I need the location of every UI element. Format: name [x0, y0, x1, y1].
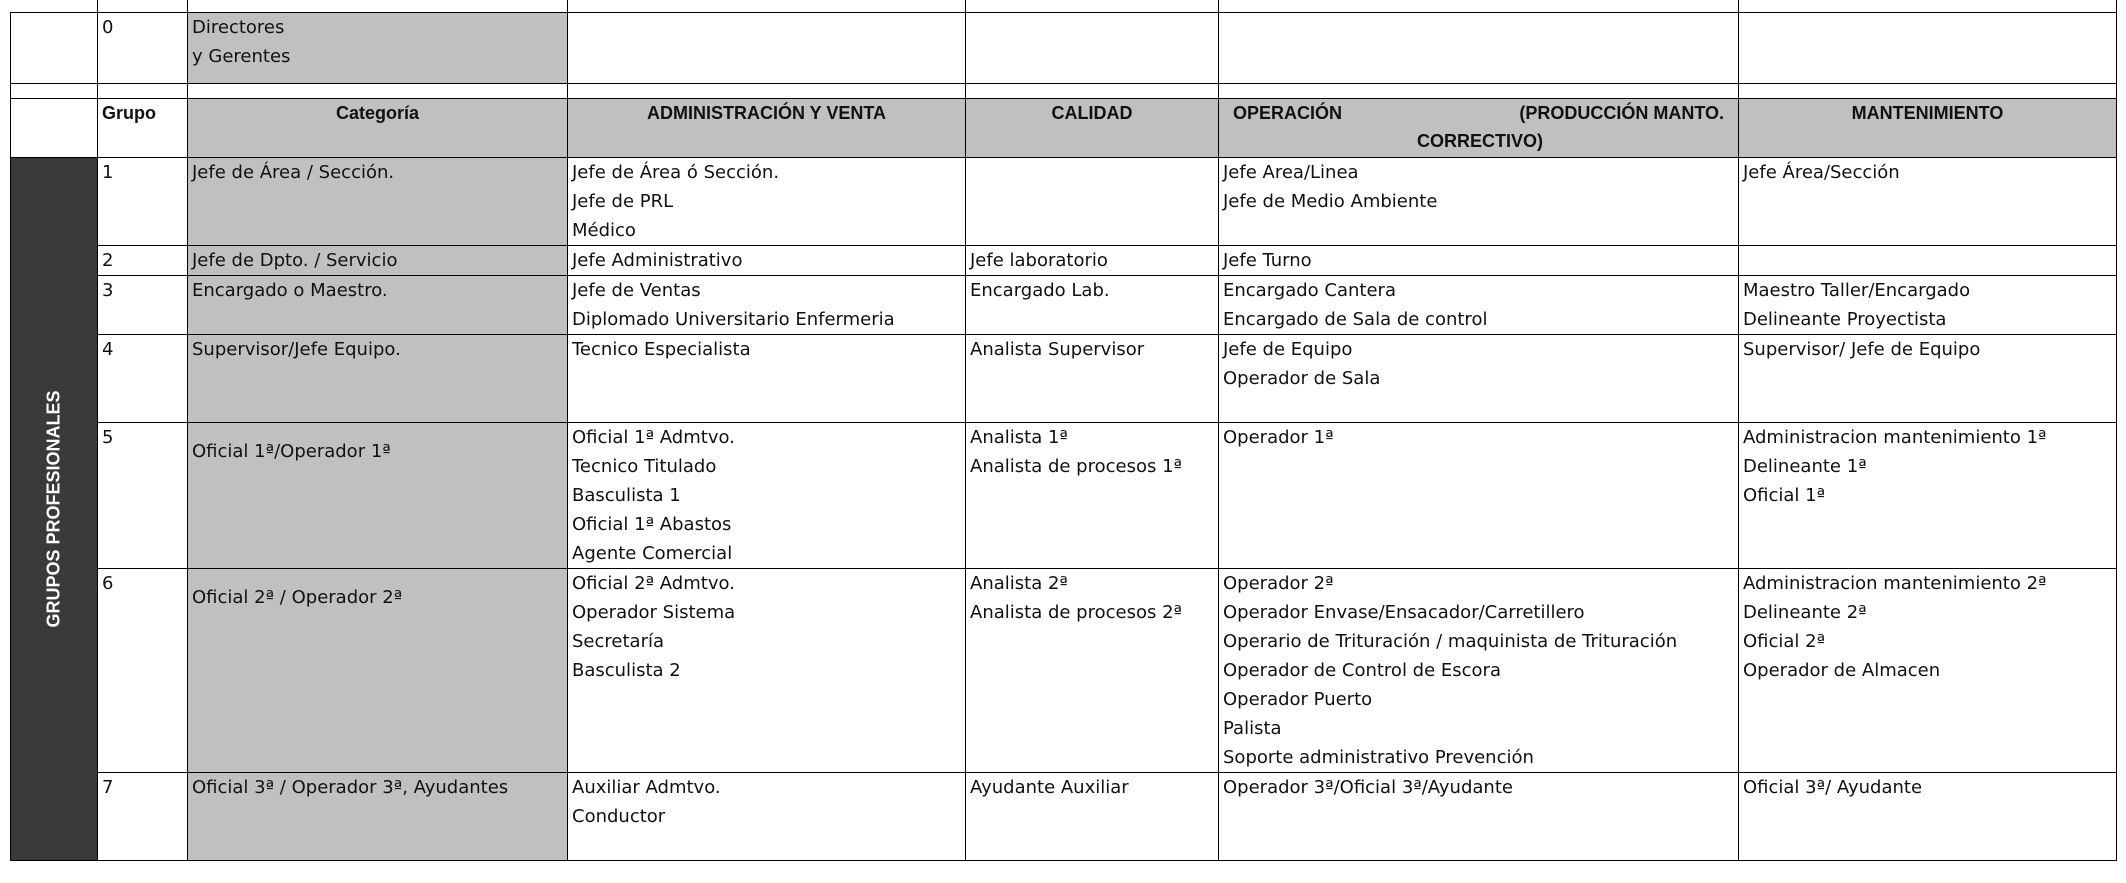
job-title: Delineante 2ª — [1743, 602, 1867, 623]
operacion-cell — [1219, 158, 1739, 246]
job-title: Administracion mantenimiento 2ª — [1743, 573, 2047, 594]
group-0-number: 0 — [98, 13, 188, 84]
group-4-row — [11, 335, 2117, 423]
job-title: Analista 2ª — [970, 573, 1068, 594]
group-5-row — [11, 423, 2117, 569]
side-group-label-cell — [11, 158, 98, 861]
job-title: Diplomado Universitario Enfermeria — [572, 309, 895, 330]
job-title: Operador Puerto — [1223, 689, 1373, 710]
job-title: Supervisor/ Jefe de Equipo — [1743, 339, 1981, 360]
group-2-row — [11, 246, 2117, 276]
job-title: Operador de Almacen — [1743, 660, 1941, 681]
mantenimiento-cell — [1739, 569, 2117, 773]
operacion-cell — [1219, 423, 1739, 569]
operacion-cell — [1219, 773, 1739, 861]
job-title: Jefe Turno — [1223, 250, 1312, 271]
group-6-row — [11, 569, 2117, 773]
job-title: Jefe de Área ó Sección. — [572, 162, 780, 183]
group-3-row — [11, 276, 2117, 335]
group-0-category-line: Directores — [192, 17, 285, 38]
group-number: 3 — [98, 276, 188, 335]
job-title: Delineante 1ª — [1743, 456, 1867, 477]
job-title: Basculista 1 — [572, 485, 681, 506]
group-0-category — [188, 13, 568, 84]
job-title: Operario de Trituración / maquinista de Trituración — [1223, 631, 1678, 652]
job-title: Secretaría — [572, 631, 664, 652]
admin-cell — [568, 158, 966, 246]
job-title: Jefe Área/Sección — [1743, 162, 1900, 183]
job-title: Jefe de Medio Ambiente — [1223, 191, 1438, 212]
category-cell: Supervisor/Jefe Equipo. — [188, 335, 568, 423]
operacion-cell — [1219, 569, 1739, 773]
job-title: Soporte administrativo Prevención — [1223, 747, 1534, 768]
job-title: Operador 2ª — [1223, 573, 1334, 594]
group-number: 5 — [98, 423, 188, 569]
job-title: Oficial 1ª Admtvo. — [572, 427, 735, 448]
mantenimiento-cell — [1739, 773, 2117, 861]
calidad-cell — [966, 276, 1219, 335]
job-title: Encargado Cantera — [1223, 280, 1396, 301]
job-title: Médico — [572, 220, 636, 241]
job-title: Oficial 3ª/ Ayudante — [1743, 777, 1923, 798]
calidad-cell — [966, 335, 1219, 423]
job-title: Oficial 1ª — [1743, 485, 1826, 506]
job-title: Analista de procesos 2ª — [970, 602, 1183, 623]
group-0-category-line: y Gerentes — [192, 46, 291, 67]
job-title: Analista Supervisor — [970, 339, 1145, 360]
operacion-cell — [1219, 335, 1739, 423]
job-title: Tecnico Especialista — [572, 339, 751, 360]
job-title: Operador 3ª/Oficial 3ª/Ayudante — [1223, 777, 1513, 798]
header-administracion: ADMINISTRACIÓN Y VENTA — [568, 99, 966, 158]
header-mantenimiento: MANTENIMIENTO — [1739, 99, 2117, 158]
job-title: Ayudante Auxiliar — [970, 777, 1129, 798]
job-title: Jefe Area/Linea — [1223, 162, 1359, 183]
professional-groups-table — [10, 0, 2117, 861]
job-title: Basculista 2 — [572, 660, 681, 681]
job-title: Agente Comercial — [572, 543, 733, 564]
group-number: 6 — [98, 569, 188, 773]
job-title: Conductor — [572, 806, 666, 827]
group-1-row — [11, 158, 2117, 246]
top-sliver-row — [11, 0, 2117, 13]
job-title: Encargado de Sala de control — [1223, 309, 1488, 330]
admin-cell — [568, 569, 966, 773]
mantenimiento-cell — [1739, 276, 2117, 335]
category-cell: Jefe de Área / Sección. — [188, 158, 568, 246]
category-cell: Jefe de Dpto. / Servicio — [188, 246, 568, 276]
group-number: 7 — [98, 773, 188, 861]
calidad-cell — [966, 246, 1219, 276]
header-operacion-part1: OPERACIÓN — [1233, 103, 1343, 123]
calidad-cell — [966, 773, 1219, 861]
job-title: Palista — [1223, 718, 1282, 739]
header-operacion — [1219, 99, 1739, 158]
group-number: 2 — [98, 246, 188, 276]
header-operacion-part3: CORRECTIVO) — [1417, 131, 1543, 151]
job-title: Jefe de Equipo — [1223, 339, 1353, 360]
job-title: Tecnico Titulado — [572, 456, 717, 477]
category-cell: Oficial 3ª / Operador 3ª, Ayudantes — [188, 773, 568, 861]
admin-cell — [568, 246, 966, 276]
job-title: Operador 1ª — [1223, 427, 1334, 448]
admin-cell — [568, 335, 966, 423]
admin-cell — [568, 773, 966, 861]
gap-row — [11, 84, 2117, 99]
admin-cell — [568, 423, 966, 569]
job-title: Analista de procesos 1ª — [970, 456, 1183, 477]
job-title: Maestro Taller/Encargado — [1743, 280, 1971, 301]
side-group-label: GRUPOS PROFESIONALES — [43, 390, 64, 628]
group-number: 1 — [98, 158, 188, 246]
header-grupo: Grupo — [98, 99, 188, 158]
operacion-cell — [1219, 276, 1739, 335]
group-number: 4 — [98, 335, 188, 423]
header-calidad: CALIDAD — [966, 99, 1219, 158]
header-categoria: Categoría — [188, 99, 568, 158]
mantenimiento-cell — [1739, 335, 2117, 423]
job-title: Jefe Administrativo — [572, 250, 743, 271]
job-title: Operador de Control de Escora — [1223, 660, 1501, 681]
category-cell: Oficial 1ª/Operador 1ª — [188, 423, 568, 569]
mantenimiento-cell — [1739, 423, 2117, 569]
job-title: Operador Sistema — [572, 602, 736, 623]
mantenimiento-cell — [1739, 158, 2117, 246]
job-title: Oficial 2ª — [1743, 631, 1826, 652]
mantenimiento-cell — [1739, 246, 2117, 276]
job-title: Auxiliar Admtvo. — [572, 777, 721, 798]
category-cell: Oficial 2ª / Operador 2ª — [188, 569, 568, 773]
group-7-row — [11, 773, 2117, 861]
job-title: Analista 1ª — [970, 427, 1068, 448]
job-title: Operador de Sala — [1223, 368, 1381, 389]
calidad-cell — [966, 423, 1219, 569]
job-title: Delineante Proyectista — [1743, 309, 1947, 330]
category-cell: Encargado o Maestro. — [188, 276, 568, 335]
header-row — [11, 99, 2117, 158]
job-title: Encargado Lab. — [970, 280, 1110, 301]
calidad-cell — [966, 158, 1219, 246]
operacion-cell — [1219, 246, 1739, 276]
admin-cell — [568, 276, 966, 335]
job-title: Jefe de Ventas — [572, 280, 701, 301]
group-0-row — [11, 13, 2117, 84]
job-title: Operador Envase/Ensacador/Carretillero — [1223, 602, 1585, 623]
job-title: Oficial 1ª Abastos — [572, 514, 732, 535]
header-operacion-part2: (PRODUCCIÓN MANTO. — [1519, 103, 1724, 123]
job-title: Jefe de PRL — [572, 191, 674, 212]
calidad-cell — [966, 569, 1219, 773]
job-title: Jefe laboratorio — [970, 250, 1108, 271]
job-title: Administracion mantenimiento 1ª — [1743, 427, 2047, 448]
job-title: Oficial 2ª Admtvo. — [572, 573, 735, 594]
